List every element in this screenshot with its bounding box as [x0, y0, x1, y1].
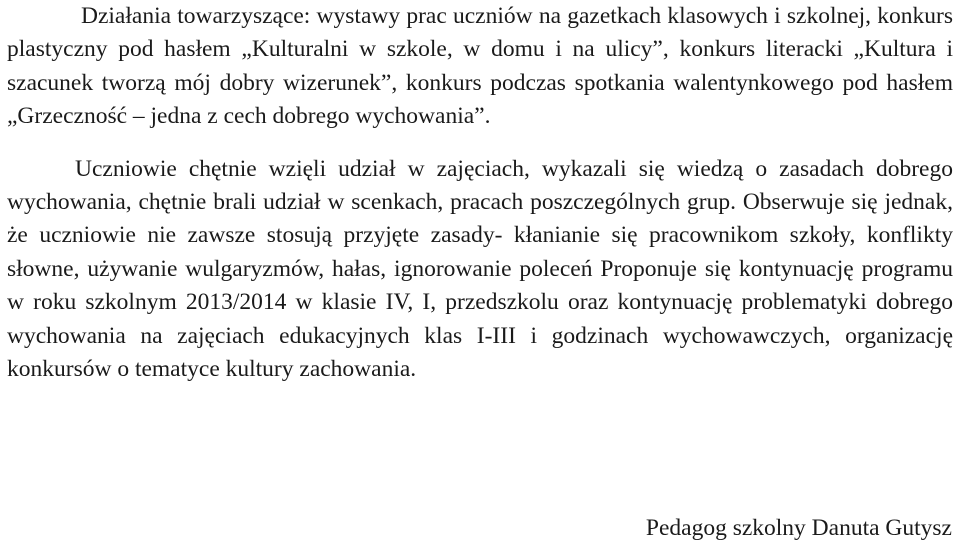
paragraph-accompanying-activities: Działania towarzyszące: wystawy prac uczniów na gazetkach klasowych i szkolnej, konkurs plastyczny pod hasłem „Kulturalni w szkole, w domu i na ulicy”, konkurs literacki „Kultura i szacunek tworzą mój dobry wizerunek”, konkurs podczas spotkania walentynkowego pod hasłem „Grzeczność – jedna z cech dobrego wychowania”. [7, 3, 953, 130]
document-page [7, 0, 953, 386]
paragraph-summary-and-recommendations: Uczniowie chętnie wzięli udział w zajęciach, wykazali się wiedzą o zasadach dobrego wychowania, chętnie brali udział w scenkach, pracach poszczególnych grup. Obserwuje się jednak, że uczniowie nie zawsze stosują przyjęte zasady- kłanianie się pracownikom szkoły, konflikty słowne, używanie wulgaryzmów, hałas, ignorowanie poleceń Proponuje się kontynuację programu w roku szkolnym 2013/2014 w klasie IV, I, przedszkolu oraz kontynuację problematyki dobrego wychowania na zajęciach edukacyjnych klas I-III i godzinach wychowawczych, organizację konkursów o tematyce kultury zachowania. [7, 155, 953, 383]
signature-line: Pedagog szkolny Danuta Gutysz [645, 515, 952, 541]
